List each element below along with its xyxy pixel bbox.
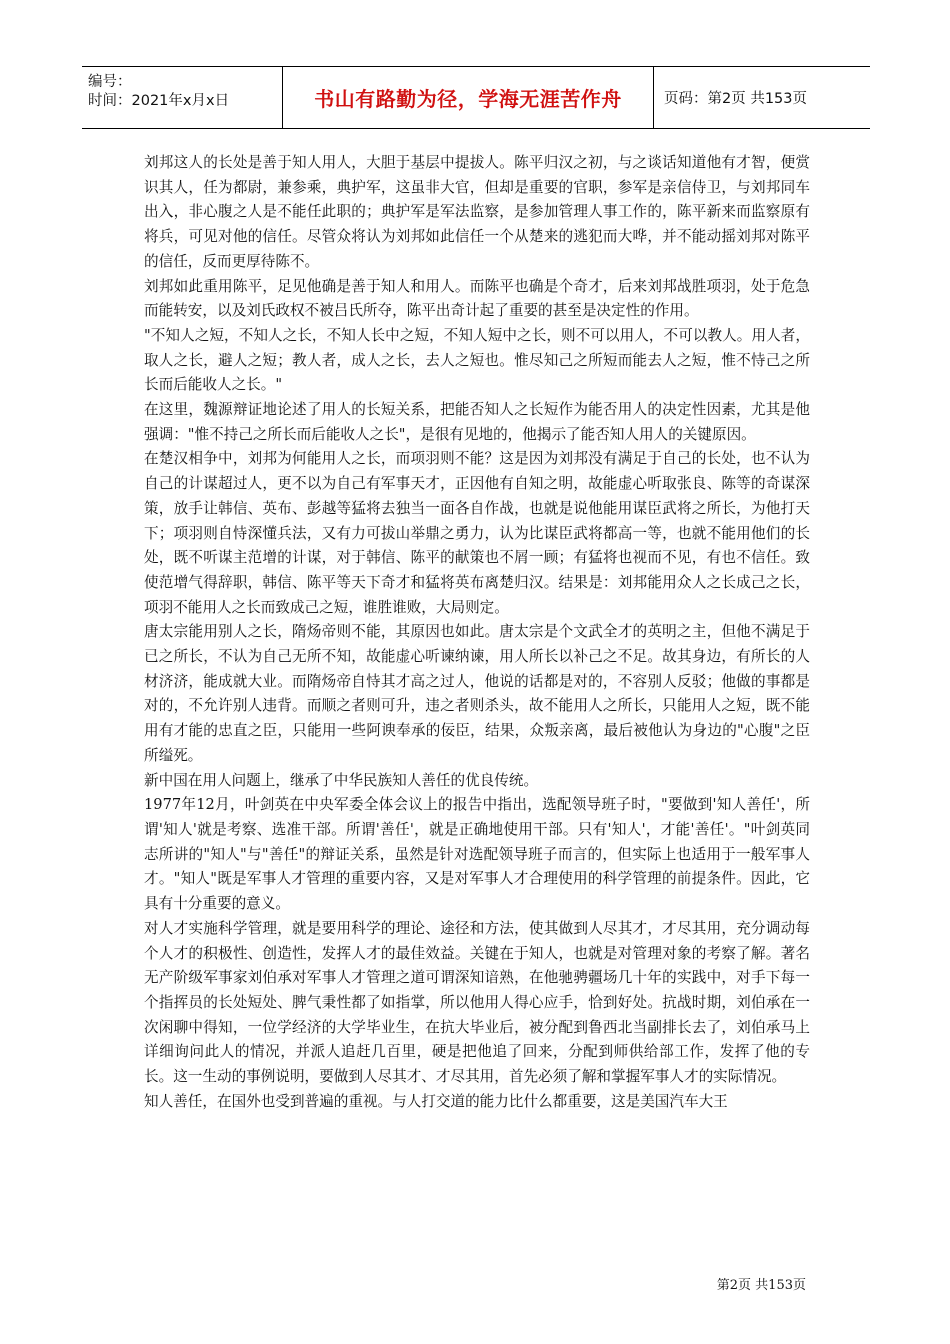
header-meta — [82, 67, 283, 128]
paragraph: 唐太宗能用别人之长，隋炀帝则不能，其原因也如此。唐太宗是个文武全才的英明之主，但他不满足于已之所长，不认为自己无所不知，故能虚心听谏纳谏，用人所长以补己之不足。故其身边，有所长的人材济济，能成就大业。而隋炀帝自恃其才高之过人，他说的话都是对的，不容别人反驳；他做的事都是对的，不允许别人违背。而顺之者则可升，违之者则杀头，故不能用人之所长，只能用人之短，既不能用有才能的忠直之臣，只能用一些阿谀奉承的佞臣，结果，众叛亲离，最后被他认为身边的"心腹"之臣所缢死。 — [144, 623, 810, 764]
paragraph: 知人善任，在国外也受到普遍的重视。与人打交道的能力比什么都重要，这是美国汽车大王 — [144, 1092, 728, 1110]
paragraph: 在楚汉相争中，刘邦为何能用人之长，而项羽则不能？这是因为刘邦没有满足于自己的长处，也不认为自己的计谋超过人，更不以为自己有军事天才，正因他有自知之明，故能虚心听取张良、陈等的奇谋深策，放手让韩信、英布、彭越等猛将去独当一面各自作战，也就是说他能用谋臣武将之所长，为他打天下；项羽则自恃深懂兵法，又有力可拔山举鼎之勇力，认为比谋臣武将都高一等，也就不能用他们的长处，既不听谋主范增的计谋，对于韩信、陈平的献策也不屑一顾；有猛将也视而不见，有也不信任。致使范增气得辞职，韩信、陈平等天下奇才和猛将英布离楚归汉。结果是：刘邦能用众人之长成己之长，项羽不能用人之长而致成己之短，谁胜谁败，大局则定。 — [144, 450, 810, 616]
header-motto: 书山有路勤为径，学海无涯苦作舟 — [283, 67, 654, 128]
paragraph: 1977年12月，叶剑英在中央军委全体会议上的报告中指出，选配领导班子时，"要做到'知人善任'，所谓'知人'就是考察、选准干部。所谓'善任'，就是正确地使用干部。只有'知人'，才能'善任'。"叶剑英同志所讲的"知人"与"善任"的辩证关系，虽然是针对选配领导班子而言的，但实际上也适用于一般军事人才。"知人"既是军事人才管理的重要内容，又是对军事人才合理使用的科学管理的前提条件。因此，它具有十分重要的意义。 — [144, 796, 810, 913]
paragraph: 在这里，魏源辩证地论述了用人的长短关系，把能否知人之长短作为能否用人的决定性因素，尤其是他强调："惟不持己之所长而后能收人之长"，是很有见地的，他揭示了能否知人用人的关键原因。 — [144, 401, 810, 443]
paragraph: 刘邦这人的长处是善于知人用人，大胆于基层中提拔人。陈平归汉之初，与之谈话知道他有才智，便赏识其人，任为都尉，兼参乘，典护军，这虽非大官，但却是重要的官职，参军是亲信侍卫，与刘邦同车出入，非心腹之人是不能任此职的；典护军是军法监察，是参加管理人事工作的，陈平新来而监察原有将兵，可见对他的信任。尽管众将认为刘邦如此信任一个从楚来的逃犯而大哗，并不能动摇刘邦对陈平的信任，反而更厚待陈不。 — [144, 154, 810, 270]
page-header — [82, 66, 870, 129]
document-time-label: 时间：2021年x月x日 — [88, 93, 230, 109]
page-footer: 第2页 共153页 — [716, 1278, 806, 1293]
paragraph: 刘邦如此重用陈平，足见他确是善于知人和用人。而陈平也确是个奇才，后来刘邦战胜项羽，处于危急而能转安，以及刘氏政权不被吕氏所夺，陈平出奇计起了重要的甚至是决定性的作用。 — [144, 277, 810, 320]
header-page-number: 页码：第2页 共153页 — [664, 91, 808, 107]
document-number-label: 编号： — [88, 74, 132, 90]
paragraph: 对人才实施科学管理，就是要用科学的理论、途径和方法，使其做到人尽其才，才尽其用，充分调动每个人才的积极性、创造性，发挥人才的最佳效益。关键在于知人，也就是对管理对象的考察了解。著名无产阶级军事家刘伯承对军事人才管理之道可谓深知谙熟，在他驰骋疆场几十年的实践中，对手下每一个指挥员的长处短处、脾气秉性都了如指掌，所以他用人得心应手，恰到好处。抗战时期，刘伯承在一次闲聊中得知，一位学经济的大学毕业生，在抗大毕业后，被分配到鲁西北当副排长去了，刘伯承马上详细询问此人的情况，并派人追赶几百里，硬是把他追了回来，分配到师供给部工作，发挥了他的专长。这一生动的事例说明，要做到人尽其才、才尽其用，首先必须了解和掌握军事人才的实际情况。 — [144, 919, 810, 1086]
document-body — [144, 151, 810, 1114]
paragraph: 新中国在用人问题上，继承了中华民族知人善任的优良传统。 — [144, 771, 539, 789]
paragraph: "不知人之短，不知人之长，不知人长中之短，不知人短中之长，则不可以用人，不可以教人。用人者，取人之长，避人之短；教人者，成人之长，去人之短也。惟尽知己之所短而能去人之短，惟不恃己之所长而后能收人之长。" — [144, 326, 810, 394]
